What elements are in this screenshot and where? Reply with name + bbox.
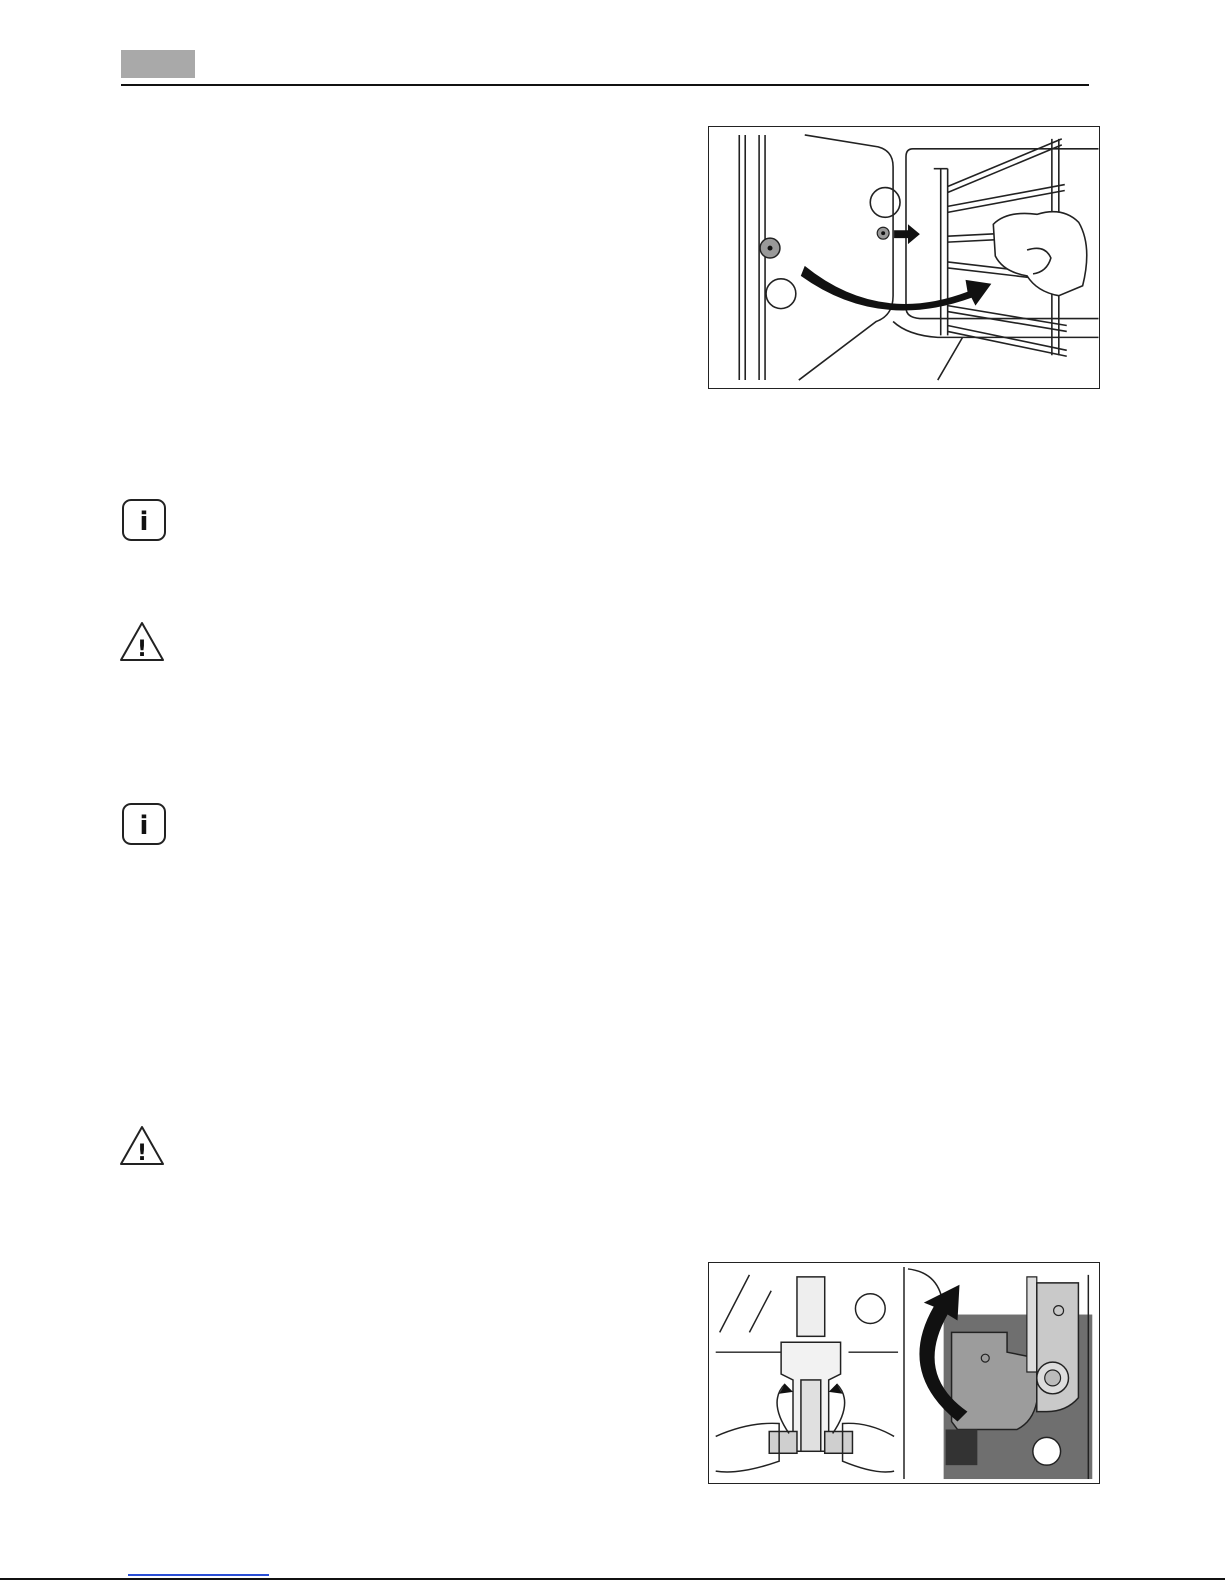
info-icon: [121, 802, 167, 846]
door-hinge-figure: [708, 1262, 1100, 1484]
svg-text:i: i: [139, 811, 149, 841]
warning-icon: [119, 620, 165, 664]
header-rule: [121, 84, 1089, 86]
warning-icon: [119, 1124, 165, 1168]
footer-link[interactable]: [128, 1574, 269, 1576]
footer-rule: [0, 1578, 1225, 1580]
header-tab: [121, 50, 195, 78]
info-icon: [121, 498, 167, 542]
door-hinge-illustration: [709, 1263, 1099, 1483]
svg-text:i: i: [139, 507, 149, 537]
svg-text:!: !: [136, 637, 148, 662]
svg-text:!: !: [136, 1141, 148, 1166]
shelf-support-figure: [708, 126, 1100, 389]
shelf-support-illustration: [709, 127, 1099, 388]
